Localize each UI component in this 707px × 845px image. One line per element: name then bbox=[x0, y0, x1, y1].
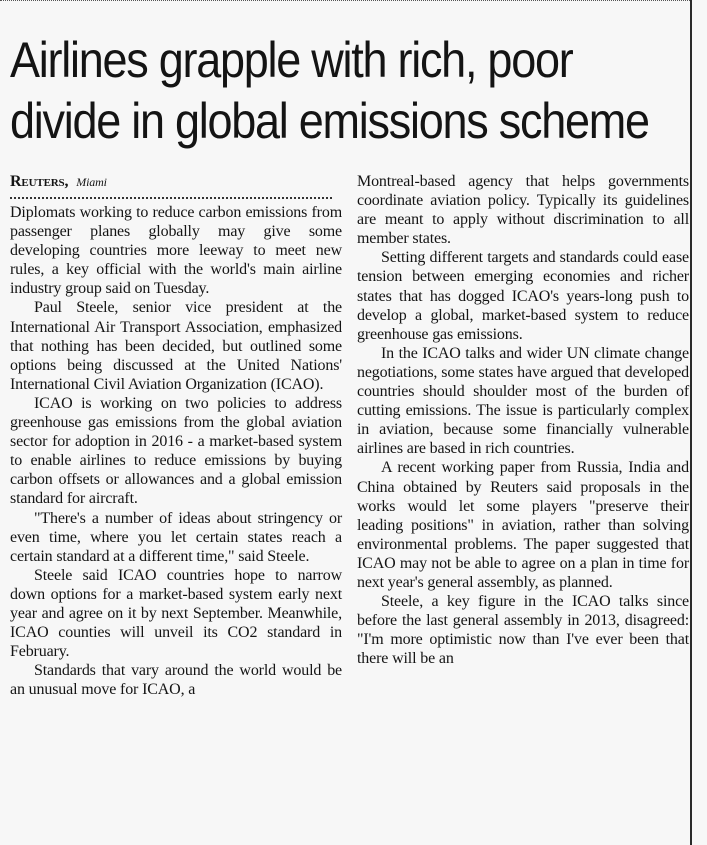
paragraph: Diplomats working to reduce carbon emissions from passenger planes globally may give some developing countries more leeway to meet new rules, a key official with the world's main airline industry group said on Tuesday. bbox=[10, 204, 342, 298]
byline bbox=[10, 172, 342, 191]
top-dotted-rule bbox=[0, 0, 690, 1]
paragraph: Montreal-based agency that helps governments coordinate aviation policy. Typically its guidelines are meant to apply without discrimination to all member states. bbox=[357, 173, 689, 248]
paragraph: Paul Steele, senior vice president at the International Air Transport Association, emphasized that nothing has been decided, but outlined some options being discussed at the United Nations' International Civil Aviation Organization (ICAO). bbox=[10, 299, 342, 393]
byline-dotted-divider bbox=[10, 197, 332, 199]
column-left bbox=[10, 172, 342, 699]
paragraph: "There's a number of ideas about stringency or even time, where you let certain states reach a certain standard at a different time," said Steele. bbox=[10, 509, 342, 565]
headline-line-1: Airlines grapple with rich, poor bbox=[10, 32, 573, 88]
column-border bbox=[690, 0, 692, 845]
paragraph: Steele said ICAO countries hope to narrow down options for a market-based system early next year and agree on it by next September. Meanwhile, ICAO counties will unveil its CO2 standard in February. bbox=[10, 566, 342, 661]
headline-line-2: divide in global emissions scheme bbox=[10, 93, 649, 149]
paragraph: In the ICAO talks and wider UN climate change negotiations, some states have argued that developed countries should shoulder most of the burden of cutting emissions. The issue is particularly complex in aviation, because some financially vulnerable airlines are based in rich countries. bbox=[357, 344, 689, 458]
column-right bbox=[357, 172, 689, 668]
paragraph: Setting different targets and standards could ease tension between emerging economies and richer states that has dogged ICAO's years-long push to develop a global, market-based system to reduce greenhouse gas emissions. bbox=[357, 249, 689, 343]
headline bbox=[10, 30, 649, 152]
byline-location: Miami bbox=[76, 175, 107, 189]
paragraph: A recent working paper from Russia, India and China obtained by Reuters said proposals in the works would let some players "preserve their leading positions" in aviation, rather than solving environmental problems. The paper suggested that ICAO may not be able to agree on a plan in time for next year's general assembly, as planned. bbox=[357, 459, 689, 591]
paragraph: Standards that vary around the world would be an unusual move for ICAO, a bbox=[10, 662, 342, 699]
byline-agency: Reuters, bbox=[10, 173, 69, 190]
paragraph: Steele, a key figure in the ICAO talks since before the last general assembly in 2013, disagreed: "I'm more optimistic now than I've ever been that there will be an bbox=[357, 593, 689, 668]
paragraph: ICAO is working on two policies to address greenhouse gas emissions from the global aviation sector for adoption in 2016 - a market-based system to enable airlines to reduce emissions by buying carbon offsets or allowances and a global emission standard for aircraft. bbox=[10, 394, 342, 508]
